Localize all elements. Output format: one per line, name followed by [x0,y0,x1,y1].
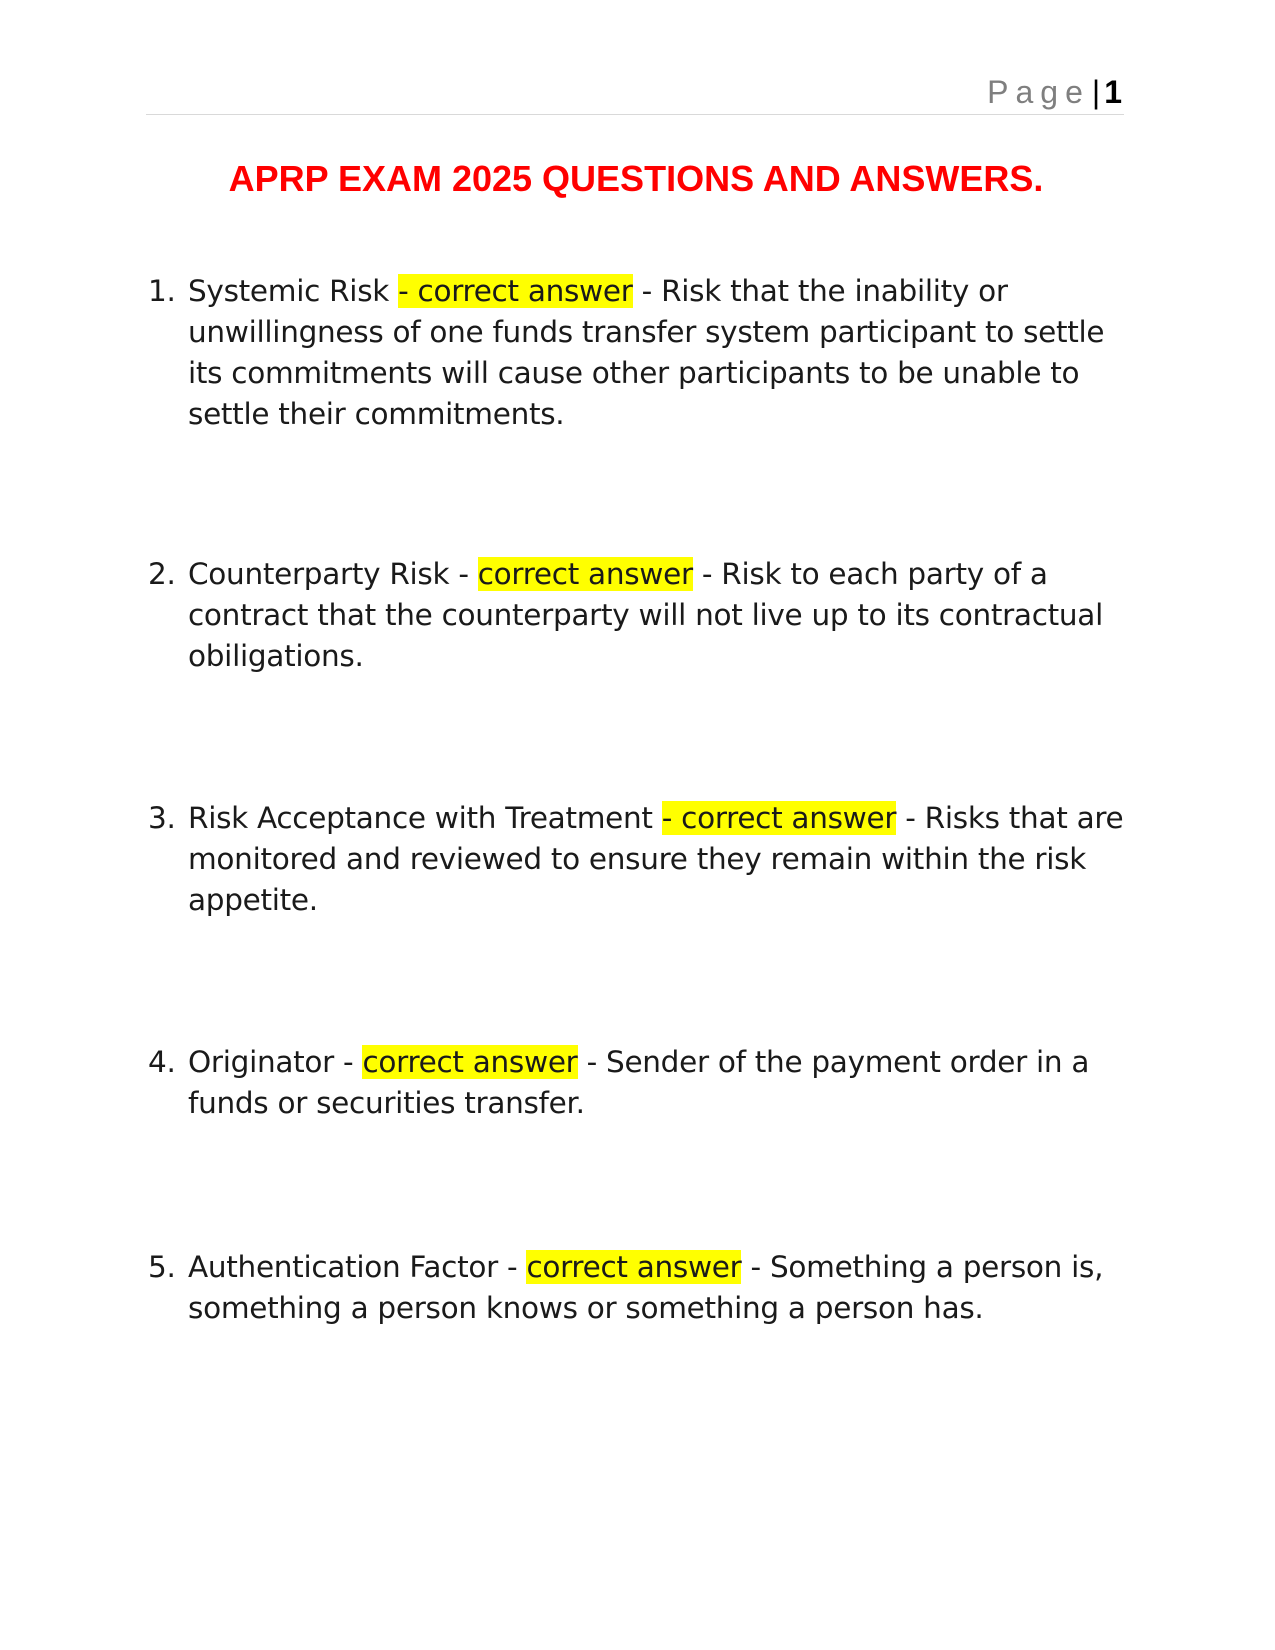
question-item-4 [148,1042,1128,1124]
answer-highlight: - correct answer [661,801,897,835]
page-number: 1 [1104,74,1122,110]
question-body [188,798,1128,921]
question-definition: - Something a person is, something a person knows or something a person has. [188,1250,1104,1325]
question-body [188,1042,1128,1124]
question-term: Counterparty Risk - [188,557,478,591]
page-number-label [987,74,1122,110]
question-body [188,554,1128,677]
question-body [188,1247,1128,1329]
question-item-3 [148,798,1128,921]
page-separator: | [1091,74,1101,110]
page-word: Page [987,74,1090,110]
question-definition: - Sender of the payment order in a funds or securities transfer. [188,1045,1090,1120]
question-number: 5. [148,1250,176,1284]
question-definition: - Risk that the inability or unwillingness of one funds transfer system participant to settle its commitments will cause other participants to be unable to settle their commitments. [188,274,1105,431]
question-body [188,271,1128,435]
answer-highlight: correct answer [526,1250,742,1284]
question-number: 4. [148,1045,176,1079]
question-definition: - Risks that are monitored and reviewed to ensure they remain within the risk appetite. [188,801,1124,917]
question-term: Authentication Factor - [188,1250,527,1284]
question-item-2 [148,554,1128,677]
answer-highlight: correct answer [362,1045,578,1079]
question-term: Systemic Risk [188,274,399,308]
question-number: 3. [148,801,176,835]
answer-highlight: correct answer [477,557,693,591]
question-item-5 [148,1247,1128,1329]
question-term: Risk Acceptance with Treatment [188,801,662,835]
question-number: 2. [148,557,176,591]
question-term: Originator - [188,1045,363,1079]
question-definition: - Risk to each party of a contract that the counterparty will not live up to its contractual obiligations. [188,557,1103,673]
question-item-1 [148,271,1128,435]
page-header [146,72,1124,115]
question-number: 1. [148,274,176,308]
answer-highlight: - correct answer [398,274,633,308]
document-title: APRP EXAM 2025 QUESTIONS AND ANSWERS. [228,158,1044,199]
